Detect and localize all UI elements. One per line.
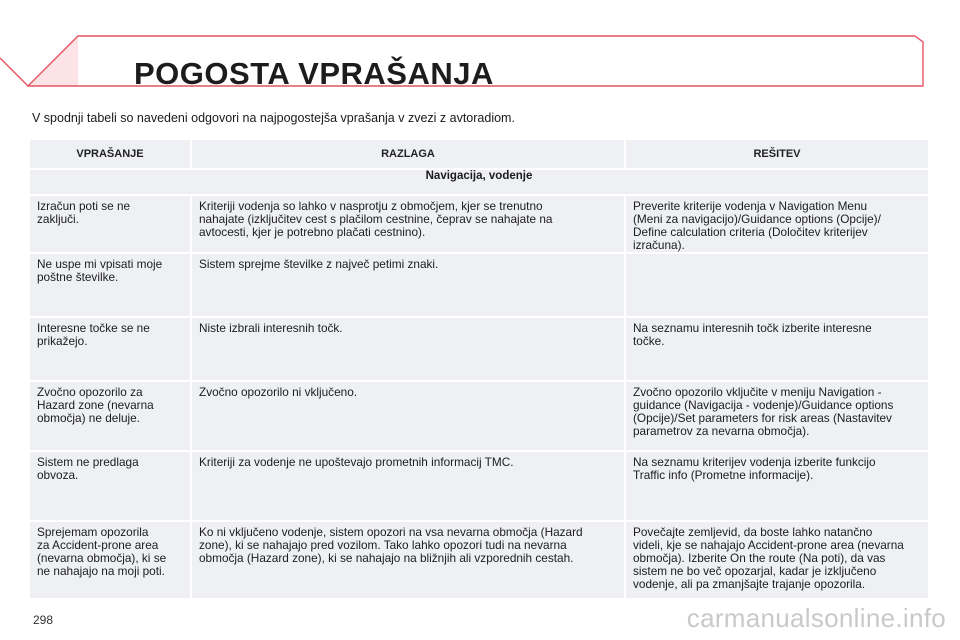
explanation-cell: Kriteriji za vodenje ne upoštevajo prometnih informacij TMC. [191, 451, 625, 521]
table-header-row [29, 139, 929, 169]
column-header-explanation: RAZLAGA [191, 139, 625, 169]
explanation-cell: Kriteriji vodenja so lahko v nasprotju z območjem, kjer se trenutno nahajate (izključitev cest s plačilom cestnine, čeprav se nahajate na avtocesti, kjer je potrebno plačati cestnino). [191, 195, 625, 253]
table-row [29, 253, 929, 317]
explanation-cell: Sistem sprejme številke z največ petimi znaki. [191, 253, 625, 317]
page-number: 298 [33, 613, 54, 627]
page-title: POGOSTA VPRAŠANJA [134, 56, 494, 91]
table-row [29, 451, 929, 521]
section-title: Navigacija, vodenje [29, 169, 929, 195]
solution-cell: Povečajte zemljevid, da boste lahko natančno videli, kje se nahajajo Accident-prone area (nevarna območja). Izberite On the route (Na poti), da vas sistem ne bo več opozarjal, kadar je izključeno vodenje, ali pa zmanjšajte trajanje opozorila. [625, 521, 929, 599]
table-row [29, 317, 929, 381]
table-row [29, 521, 929, 599]
corner-diagonal-line [0, 58, 28, 86]
solution-cell [625, 253, 929, 317]
watermark-text: carmanualsonline.info [686, 603, 946, 633]
explanation-cell: Ko ni vključeno vodenje, sistem opozori na vsa nevarna območja (Hazard zone), ki se nahajajo pred vozilom. Tako lahko opozori tudi na nevarna območja (Hazard zone), ki se nahajajo na bližnjih ali vzporednih cestah. [191, 521, 625, 599]
question-cell: Ne uspe mi vpisati moje poštne številke. [29, 253, 191, 317]
explanation-cell: Niste izbrali interesnih točk. [191, 317, 625, 381]
table-row [29, 381, 929, 451]
section-row [29, 169, 929, 195]
column-header-question: VPRAŠANJE [29, 139, 191, 169]
solution-cell: Zvočno opozorilo vključite v meniju Navigation - guidance (Navigacija - vodenje)/Guidance options (Opcije)/Set parameters for risk areas (Nastavitev parametrov za nevarna območja). [625, 381, 929, 451]
question-cell: Zvočno opozorilo za Hazard zone (nevarna območja) ne deluje. [29, 381, 191, 451]
intro-text: V spodnji tabeli so navedeni odgovori na najpogostejša vprašanja v zvezi z avtoradiom. [32, 111, 515, 125]
explanation-cell: Zvočno opozorilo ni vključeno. [191, 381, 625, 451]
solution-cell: Preverite kriterije vodenja v Navigation Menu (Meni za navigacijo)/Guidance options (Opcije)/ Define calculation criteria (Določitev kriterijev izračuna). [625, 195, 929, 253]
question-cell: Izračun poti se ne zaključi. [29, 195, 191, 253]
question-cell: Interesne točke se ne prikažejo. [29, 317, 191, 381]
faq-table [28, 138, 930, 600]
question-cell: Sprejemam opozorila za Accident-prone area (nevarna območja), ki se ne nahajajo na moji poti. [29, 521, 191, 599]
question-cell: Sistem ne predlaga obvoza. [29, 451, 191, 521]
column-header-solution: REŠITEV [625, 139, 929, 169]
table-row [29, 195, 929, 253]
solution-cell: Na seznamu kriterijev vodenja izberite funkcijo Traffic info (Prometne informacije). [625, 451, 929, 521]
solution-cell: Na seznamu interesnih točk izberite interesne točke. [625, 317, 929, 381]
